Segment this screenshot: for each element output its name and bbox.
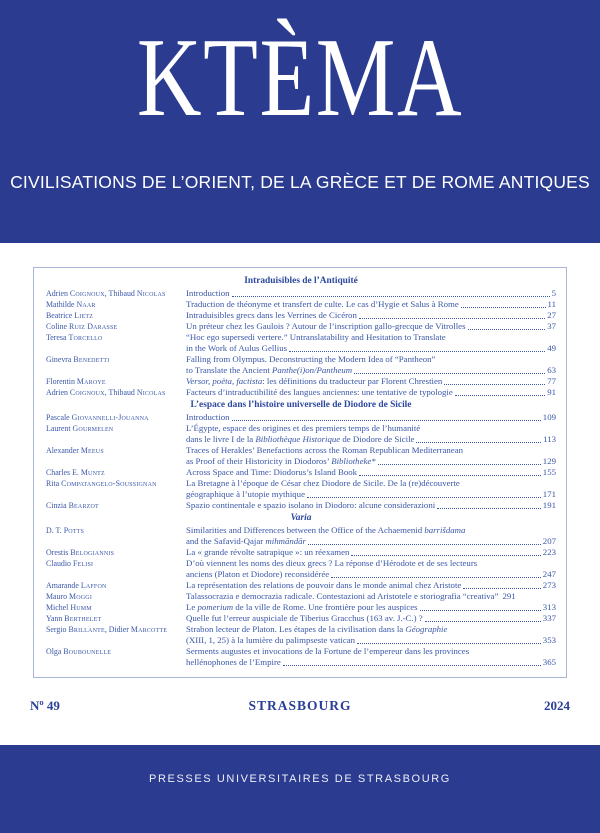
title-text bbox=[186, 354, 435, 365]
text-segment: pomerium bbox=[197, 602, 234, 612]
title-text bbox=[186, 591, 499, 602]
title-line bbox=[186, 635, 556, 646]
toc-entry bbox=[46, 558, 556, 580]
text-segment: Giovannelli-Jouanna bbox=[71, 413, 149, 422]
entry-title-lines bbox=[186, 478, 556, 500]
text-segment: dans le livre I de la bbox=[186, 434, 256, 444]
entry-title-lines bbox=[186, 445, 556, 467]
text-segment: Compatangelo-Soussignan bbox=[61, 479, 157, 488]
title-line bbox=[186, 591, 556, 602]
dot-leader bbox=[378, 464, 541, 465]
title-line bbox=[186, 467, 556, 478]
text-segment: Claudio bbox=[46, 559, 73, 568]
text-segment: as Proof of their Historicity in Diodoros’ bbox=[186, 456, 332, 466]
text-segment: Orestis bbox=[46, 548, 71, 557]
entry-page: 155 bbox=[542, 467, 556, 477]
toc-entry bbox=[46, 376, 556, 387]
entry-title-lines bbox=[186, 591, 556, 602]
dot-leader bbox=[289, 351, 545, 352]
title-line bbox=[186, 354, 556, 365]
title-text bbox=[186, 456, 376, 467]
entry-title-lines bbox=[186, 558, 556, 580]
title-line bbox=[186, 299, 556, 310]
dot-leader bbox=[307, 497, 541, 498]
dot-leader bbox=[351, 555, 540, 556]
text-segment: Meeus bbox=[80, 446, 104, 455]
entry-authors bbox=[46, 387, 186, 398]
entry-authors bbox=[46, 354, 186, 365]
toc-box bbox=[33, 267, 567, 678]
text-segment: , Thibaud bbox=[104, 388, 137, 397]
text-segment: Pascale bbox=[46, 413, 72, 422]
section-heading: Intraduisibles de l’Antiquité bbox=[244, 276, 358, 286]
title-line bbox=[186, 365, 556, 376]
toc-entry bbox=[46, 288, 556, 299]
toc-entry bbox=[46, 445, 556, 467]
dot-leader bbox=[461, 307, 546, 308]
text-segment: Spazio continentale e spazio isolano in Diodoro: alcune considerazioni bbox=[186, 500, 436, 510]
year-label: 2024 bbox=[544, 698, 570, 713]
title-line bbox=[186, 456, 556, 467]
text-segment: Bearzot bbox=[68, 501, 99, 510]
entry-title-lines bbox=[186, 288, 556, 299]
entry-page: 273 bbox=[542, 580, 556, 590]
title-line bbox=[186, 569, 556, 580]
text-segment: Ginevra bbox=[46, 355, 74, 364]
text-segment: Nicolas bbox=[136, 388, 166, 397]
entry-title-lines bbox=[186, 412, 556, 423]
text-segment: Versor, poëta, factista bbox=[186, 376, 263, 386]
text-segment: Sergio bbox=[46, 625, 69, 634]
text-segment: D’où viennent les noms des dieux grecs ? La réponse d’Hérodote et de ses lecteurs bbox=[186, 558, 478, 568]
entry-page: 91 bbox=[547, 387, 556, 397]
text-segment: Felisi bbox=[72, 559, 94, 568]
entry-page: 223 bbox=[542, 547, 556, 557]
title-text bbox=[186, 332, 446, 343]
title-text bbox=[186, 288, 230, 299]
toc-entry bbox=[46, 613, 556, 624]
entry-page: 313 bbox=[542, 602, 556, 612]
text-segment: Facteurs d’intraductibilité des langues anciennes: une tentative de typologie bbox=[186, 387, 453, 397]
text-segment: Introduction bbox=[186, 412, 230, 422]
title-text bbox=[186, 310, 357, 321]
entry-authors bbox=[46, 412, 186, 423]
entry-page: 37 bbox=[547, 321, 556, 331]
text-segment: Quelle fut l’erreur auspiciale de Tiberius Gracchus (163 av. J.-C.) ? bbox=[186, 613, 423, 623]
title-text bbox=[186, 387, 453, 398]
title-line bbox=[186, 288, 556, 299]
entry-page: 129 bbox=[542, 456, 556, 466]
entry-authors bbox=[46, 525, 186, 536]
entry-authors bbox=[46, 624, 186, 635]
imprint-band bbox=[0, 745, 600, 833]
title-line bbox=[186, 558, 556, 569]
text-segment: Teresa bbox=[46, 333, 69, 342]
entry-authors bbox=[46, 591, 186, 602]
title-text bbox=[186, 365, 352, 376]
text-segment: de la ville de Rome. Une frontière pour les auspices bbox=[233, 602, 418, 612]
text-segment: , Thibaud bbox=[104, 289, 137, 298]
text-segment: Talassocrazia e democrazia radicale. Contestazioni ad Aristotele e storiografia “creativa” bbox=[186, 591, 499, 601]
toc-entry bbox=[46, 310, 556, 321]
text-segment: Panthe(i)on/Pantheum bbox=[272, 365, 353, 375]
entry-page: 109 bbox=[542, 412, 556, 422]
entry-page: 11 bbox=[547, 299, 556, 309]
text-segment: Beatrice bbox=[46, 311, 75, 320]
entry-title-lines bbox=[186, 387, 556, 398]
text-segment: de Diodore de Sicile bbox=[340, 434, 415, 444]
entry-page: 207 bbox=[542, 536, 556, 546]
text-segment: in the Work of Aulus Gellius bbox=[186, 343, 288, 353]
text-segment: Mathilde bbox=[46, 300, 77, 309]
text-segment: Géographie bbox=[405, 624, 448, 634]
journal-title-wrap bbox=[0, 16, 600, 140]
toc-entry bbox=[46, 591, 556, 602]
text-segment: Coignoux bbox=[69, 289, 105, 298]
section-heading: Varia bbox=[290, 513, 312, 523]
text-segment: Rita bbox=[46, 479, 62, 488]
title-text bbox=[186, 343, 287, 354]
text-segment: Humm bbox=[70, 603, 92, 612]
text-segment: Belogiannis bbox=[70, 548, 115, 557]
text-segment: Traduction de théonyme et transfert de culte. Le cas d’Hygie et Salus à Rome bbox=[186, 299, 459, 309]
title-text bbox=[186, 412, 230, 423]
title-text bbox=[186, 613, 423, 624]
entry-authors bbox=[46, 376, 186, 387]
dot-leader bbox=[232, 420, 541, 421]
text-segment: and the Safavid-Qajar bbox=[186, 536, 266, 546]
dot-leader bbox=[420, 610, 541, 611]
title-line bbox=[186, 613, 556, 624]
text-segment: Alexander bbox=[46, 446, 81, 455]
entry-page: 5 bbox=[551, 288, 556, 298]
title-text bbox=[186, 547, 349, 558]
entry-authors bbox=[46, 613, 186, 624]
toc-entry bbox=[46, 387, 556, 398]
title-text bbox=[186, 624, 447, 635]
text-segment: Maroye bbox=[76, 377, 106, 386]
toc-entry bbox=[46, 423, 556, 445]
text-segment: Michel bbox=[46, 603, 71, 612]
entry-title-lines bbox=[186, 547, 556, 558]
text-segment: Intraduisibles grecs dans les Verrines de Cicéron bbox=[186, 310, 357, 320]
title-text bbox=[186, 321, 466, 332]
title-text bbox=[186, 489, 305, 500]
entry-title-lines bbox=[186, 332, 556, 354]
text-segment: Serments augustes et invocations de la Fortune de l’empereur dans les provinces bbox=[186, 646, 470, 656]
title-text bbox=[186, 536, 306, 547]
entry-page: 291 bbox=[502, 591, 516, 601]
text-segment: anciens (Platon et Diodore) reconsidérée bbox=[186, 569, 330, 579]
dot-leader bbox=[357, 643, 541, 644]
entry-title-lines bbox=[186, 376, 556, 387]
text-segment: Naar bbox=[76, 300, 96, 309]
title-line bbox=[186, 376, 556, 387]
section-heading: L’espace dans l’histoire universelle de Diodore de Sicile bbox=[190, 400, 412, 410]
entry-page: 247 bbox=[542, 569, 556, 579]
title-line bbox=[186, 445, 556, 456]
title-text bbox=[186, 445, 463, 456]
dot-leader bbox=[308, 544, 541, 545]
text-segment: Across Space and Time: Diodorus’s Island Book bbox=[186, 467, 358, 477]
text-segment: barrišdama bbox=[424, 525, 466, 535]
publisher-name: PRESSES UNIVERSITAIRES DE STRASBOURG bbox=[149, 773, 451, 785]
dot-leader bbox=[444, 384, 545, 385]
text-segment: Coline bbox=[46, 322, 70, 331]
text-segment: L’Égypte, espace des origines et des premiers temps de l’humanité bbox=[186, 423, 421, 433]
title-line bbox=[186, 624, 556, 635]
entry-authors bbox=[46, 602, 186, 613]
journal-title: KTÈMA bbox=[136, 16, 464, 140]
entry-authors bbox=[46, 558, 186, 569]
entry-title-lines bbox=[186, 525, 556, 547]
title-line bbox=[186, 536, 556, 547]
dot-leader bbox=[232, 296, 550, 297]
title-text bbox=[186, 580, 461, 591]
title-line bbox=[186, 646, 556, 657]
title-line bbox=[186, 547, 556, 558]
toc-entry bbox=[46, 624, 556, 646]
title-line bbox=[186, 387, 556, 398]
entry-title-lines bbox=[186, 354, 556, 376]
dot-leader bbox=[425, 621, 541, 622]
entry-page: 365 bbox=[542, 657, 556, 667]
toc-entry bbox=[46, 321, 556, 332]
dot-leader bbox=[468, 329, 546, 330]
text-segment: Bibliotheke* bbox=[331, 456, 376, 466]
text-segment: Benedetti bbox=[73, 355, 110, 364]
entry-page: 191 bbox=[542, 500, 556, 510]
entry-title-lines bbox=[186, 423, 556, 445]
title-line bbox=[186, 525, 556, 536]
footer-row bbox=[30, 698, 570, 714]
toc-entry bbox=[46, 478, 556, 500]
text-segment: Cinzia bbox=[46, 501, 69, 510]
text-segment: Laurent bbox=[46, 424, 73, 433]
text-segment: hellénophones de l’Empire bbox=[186, 657, 281, 667]
title-line bbox=[186, 580, 556, 591]
text-segment: La Bretagne à l’époque de César chez Diodore de Sicile. De la (re)découverte bbox=[186, 478, 460, 488]
entry-authors bbox=[46, 423, 186, 434]
entry-authors bbox=[46, 445, 186, 456]
entry-authors bbox=[46, 478, 186, 489]
entry-title-lines bbox=[186, 467, 556, 478]
toc-entry bbox=[46, 412, 556, 423]
toc-entry bbox=[46, 547, 556, 558]
dot-leader bbox=[463, 588, 540, 589]
text-segment: to Translate the Ancient bbox=[186, 365, 273, 375]
entry-title-lines bbox=[186, 500, 556, 511]
text-segment: Charles E. bbox=[46, 468, 81, 477]
title-line bbox=[186, 332, 556, 343]
text-segment: Strabon lecteur de Platon. Les étapes de la civilisation dans la bbox=[186, 624, 406, 634]
entry-page: 113 bbox=[543, 434, 556, 444]
toc-entry bbox=[46, 525, 556, 547]
text-segment: Yann bbox=[46, 614, 65, 623]
title-line bbox=[186, 321, 556, 332]
entry-title-lines bbox=[186, 624, 556, 646]
text-segment: La représentation des relations de pouvoir dans le monde animal chez Aristote bbox=[186, 580, 462, 590]
title-line bbox=[186, 343, 556, 354]
title-text bbox=[186, 299, 459, 310]
entry-page: 171 bbox=[542, 489, 556, 499]
entry-page: 337 bbox=[542, 613, 556, 623]
title-text bbox=[186, 525, 465, 536]
title-text bbox=[186, 558, 477, 569]
text-segment: géographique à l’utopie mythique bbox=[186, 489, 305, 499]
text-segment: Boubounelle bbox=[63, 647, 112, 656]
text-segment: Berthelet bbox=[64, 614, 102, 623]
entry-authors bbox=[46, 580, 186, 591]
dot-leader bbox=[354, 373, 545, 374]
dot-leader bbox=[359, 475, 541, 476]
entry-authors bbox=[46, 321, 186, 332]
issue-number: Nº 49 bbox=[30, 698, 60, 713]
dot-leader bbox=[455, 395, 545, 396]
entry-title-lines bbox=[186, 646, 556, 668]
text-segment: Adrien bbox=[46, 388, 70, 397]
text-segment: Laffon bbox=[80, 581, 107, 590]
entry-page: 27 bbox=[547, 310, 556, 320]
journal-subtitle: CIVILISATIONS DE L’ORIENT, DE LA GRÈCE ET DE ROME ANTIQUES bbox=[10, 172, 590, 192]
text-segment: Lietz bbox=[74, 311, 94, 320]
title-line bbox=[186, 500, 556, 511]
text-segment: Florentin bbox=[46, 377, 77, 386]
toc-entry bbox=[46, 467, 556, 478]
text-segment: “Hoc ego supersedi vertere.” Untranslatability and Hesitation to Translate bbox=[186, 332, 446, 342]
toc-entry bbox=[46, 646, 556, 668]
text-segment: Potts bbox=[63, 526, 85, 535]
title-text bbox=[186, 376, 442, 387]
toc-entry bbox=[46, 332, 556, 354]
title-text bbox=[186, 602, 418, 613]
text-segment: Gourmelen bbox=[72, 424, 114, 433]
title-line bbox=[186, 478, 556, 489]
toc-entry bbox=[46, 500, 556, 511]
title-line bbox=[186, 489, 556, 500]
title-text bbox=[186, 500, 435, 511]
text-segment: D. T. bbox=[46, 526, 64, 535]
text-segment: Similarities and Differences between the Office of the Achaemenid bbox=[186, 525, 425, 535]
title-text bbox=[186, 646, 469, 657]
dot-leader bbox=[359, 318, 545, 319]
entry-title-lines bbox=[186, 602, 556, 613]
title-text bbox=[186, 467, 357, 478]
entry-authors bbox=[46, 500, 186, 511]
text-segment: (XIII, 1, 25) à la lumière du palimpseste vatican bbox=[186, 635, 356, 645]
title-text bbox=[186, 635, 355, 646]
title-line bbox=[186, 310, 556, 321]
title-text bbox=[186, 434, 414, 445]
entry-title-lines bbox=[186, 299, 556, 310]
text-segment: Ruiz Darasse bbox=[69, 322, 118, 331]
entry-title-lines bbox=[186, 613, 556, 624]
city-label: STRASBOURG bbox=[248, 698, 352, 713]
entry-page: 63 bbox=[547, 365, 556, 375]
entry-title-lines bbox=[186, 310, 556, 321]
text-segment: Le bbox=[186, 602, 198, 612]
text-segment: Brillante bbox=[68, 625, 105, 634]
entry-authors bbox=[46, 299, 186, 310]
text-segment: Nicolas bbox=[136, 289, 166, 298]
title-line bbox=[186, 434, 556, 445]
entry-title-lines bbox=[186, 580, 556, 591]
text-segment: Mauro bbox=[46, 592, 70, 601]
text-segment: Coignoux bbox=[69, 388, 105, 397]
text-segment: Bibliothèque Historique bbox=[255, 434, 341, 444]
text-segment: mihmāndār bbox=[265, 536, 306, 546]
text-segment: Falling from Olympus. Deconstructing the Modern Idea of “Pantheon” bbox=[186, 354, 436, 364]
dot-leader bbox=[331, 577, 541, 578]
title-text bbox=[186, 478, 460, 489]
entry-page: 49 bbox=[547, 343, 556, 353]
toc-entry bbox=[46, 299, 556, 310]
text-segment: Un préteur chez les Gaulois ? Autour de l’inscription gallo-grecque de Vitrolles bbox=[186, 321, 466, 331]
entry-authors bbox=[46, 332, 186, 343]
text-segment: La « grande révolte satrapique »: un réexamen bbox=[186, 547, 350, 557]
title-line bbox=[186, 657, 556, 668]
toc-entry bbox=[46, 602, 556, 613]
dot-leader bbox=[283, 665, 541, 666]
toc-entry bbox=[46, 580, 556, 591]
text-segment: Adrien bbox=[46, 289, 70, 298]
text-segment: Olga bbox=[46, 647, 64, 656]
text-segment: Marcotte bbox=[130, 625, 168, 634]
entry-authors bbox=[46, 646, 186, 657]
title-line bbox=[186, 412, 556, 423]
masthead bbox=[0, 0, 600, 243]
text-segment: : les définitions du traducteur par Florent Chrestien bbox=[262, 376, 443, 386]
entry-authors bbox=[46, 467, 186, 478]
dot-leader bbox=[437, 508, 541, 509]
title-line bbox=[186, 602, 556, 613]
entry-page: 353 bbox=[542, 635, 556, 645]
entry-title-lines bbox=[186, 321, 556, 332]
text-segment: Amarande bbox=[46, 581, 81, 590]
text-segment: , Didier bbox=[104, 625, 131, 634]
entry-page: 77 bbox=[547, 376, 556, 386]
title-text bbox=[186, 657, 281, 668]
text-segment: Traces of Herakles’ Benefactions across the Roman Republican Mediterranean bbox=[186, 445, 464, 455]
entry-authors bbox=[46, 310, 186, 321]
title-line bbox=[186, 423, 556, 434]
text-segment: Torcello bbox=[68, 333, 103, 342]
text-segment: Muntz bbox=[80, 468, 105, 477]
text-segment: Moggi bbox=[69, 592, 93, 601]
title-text bbox=[186, 423, 420, 434]
entry-authors bbox=[46, 547, 186, 558]
title-text bbox=[186, 569, 329, 580]
toc-entry bbox=[46, 354, 556, 376]
entry-authors bbox=[46, 288, 186, 299]
dot-leader bbox=[416, 442, 541, 443]
text-segment: Introduction bbox=[186, 288, 230, 298]
